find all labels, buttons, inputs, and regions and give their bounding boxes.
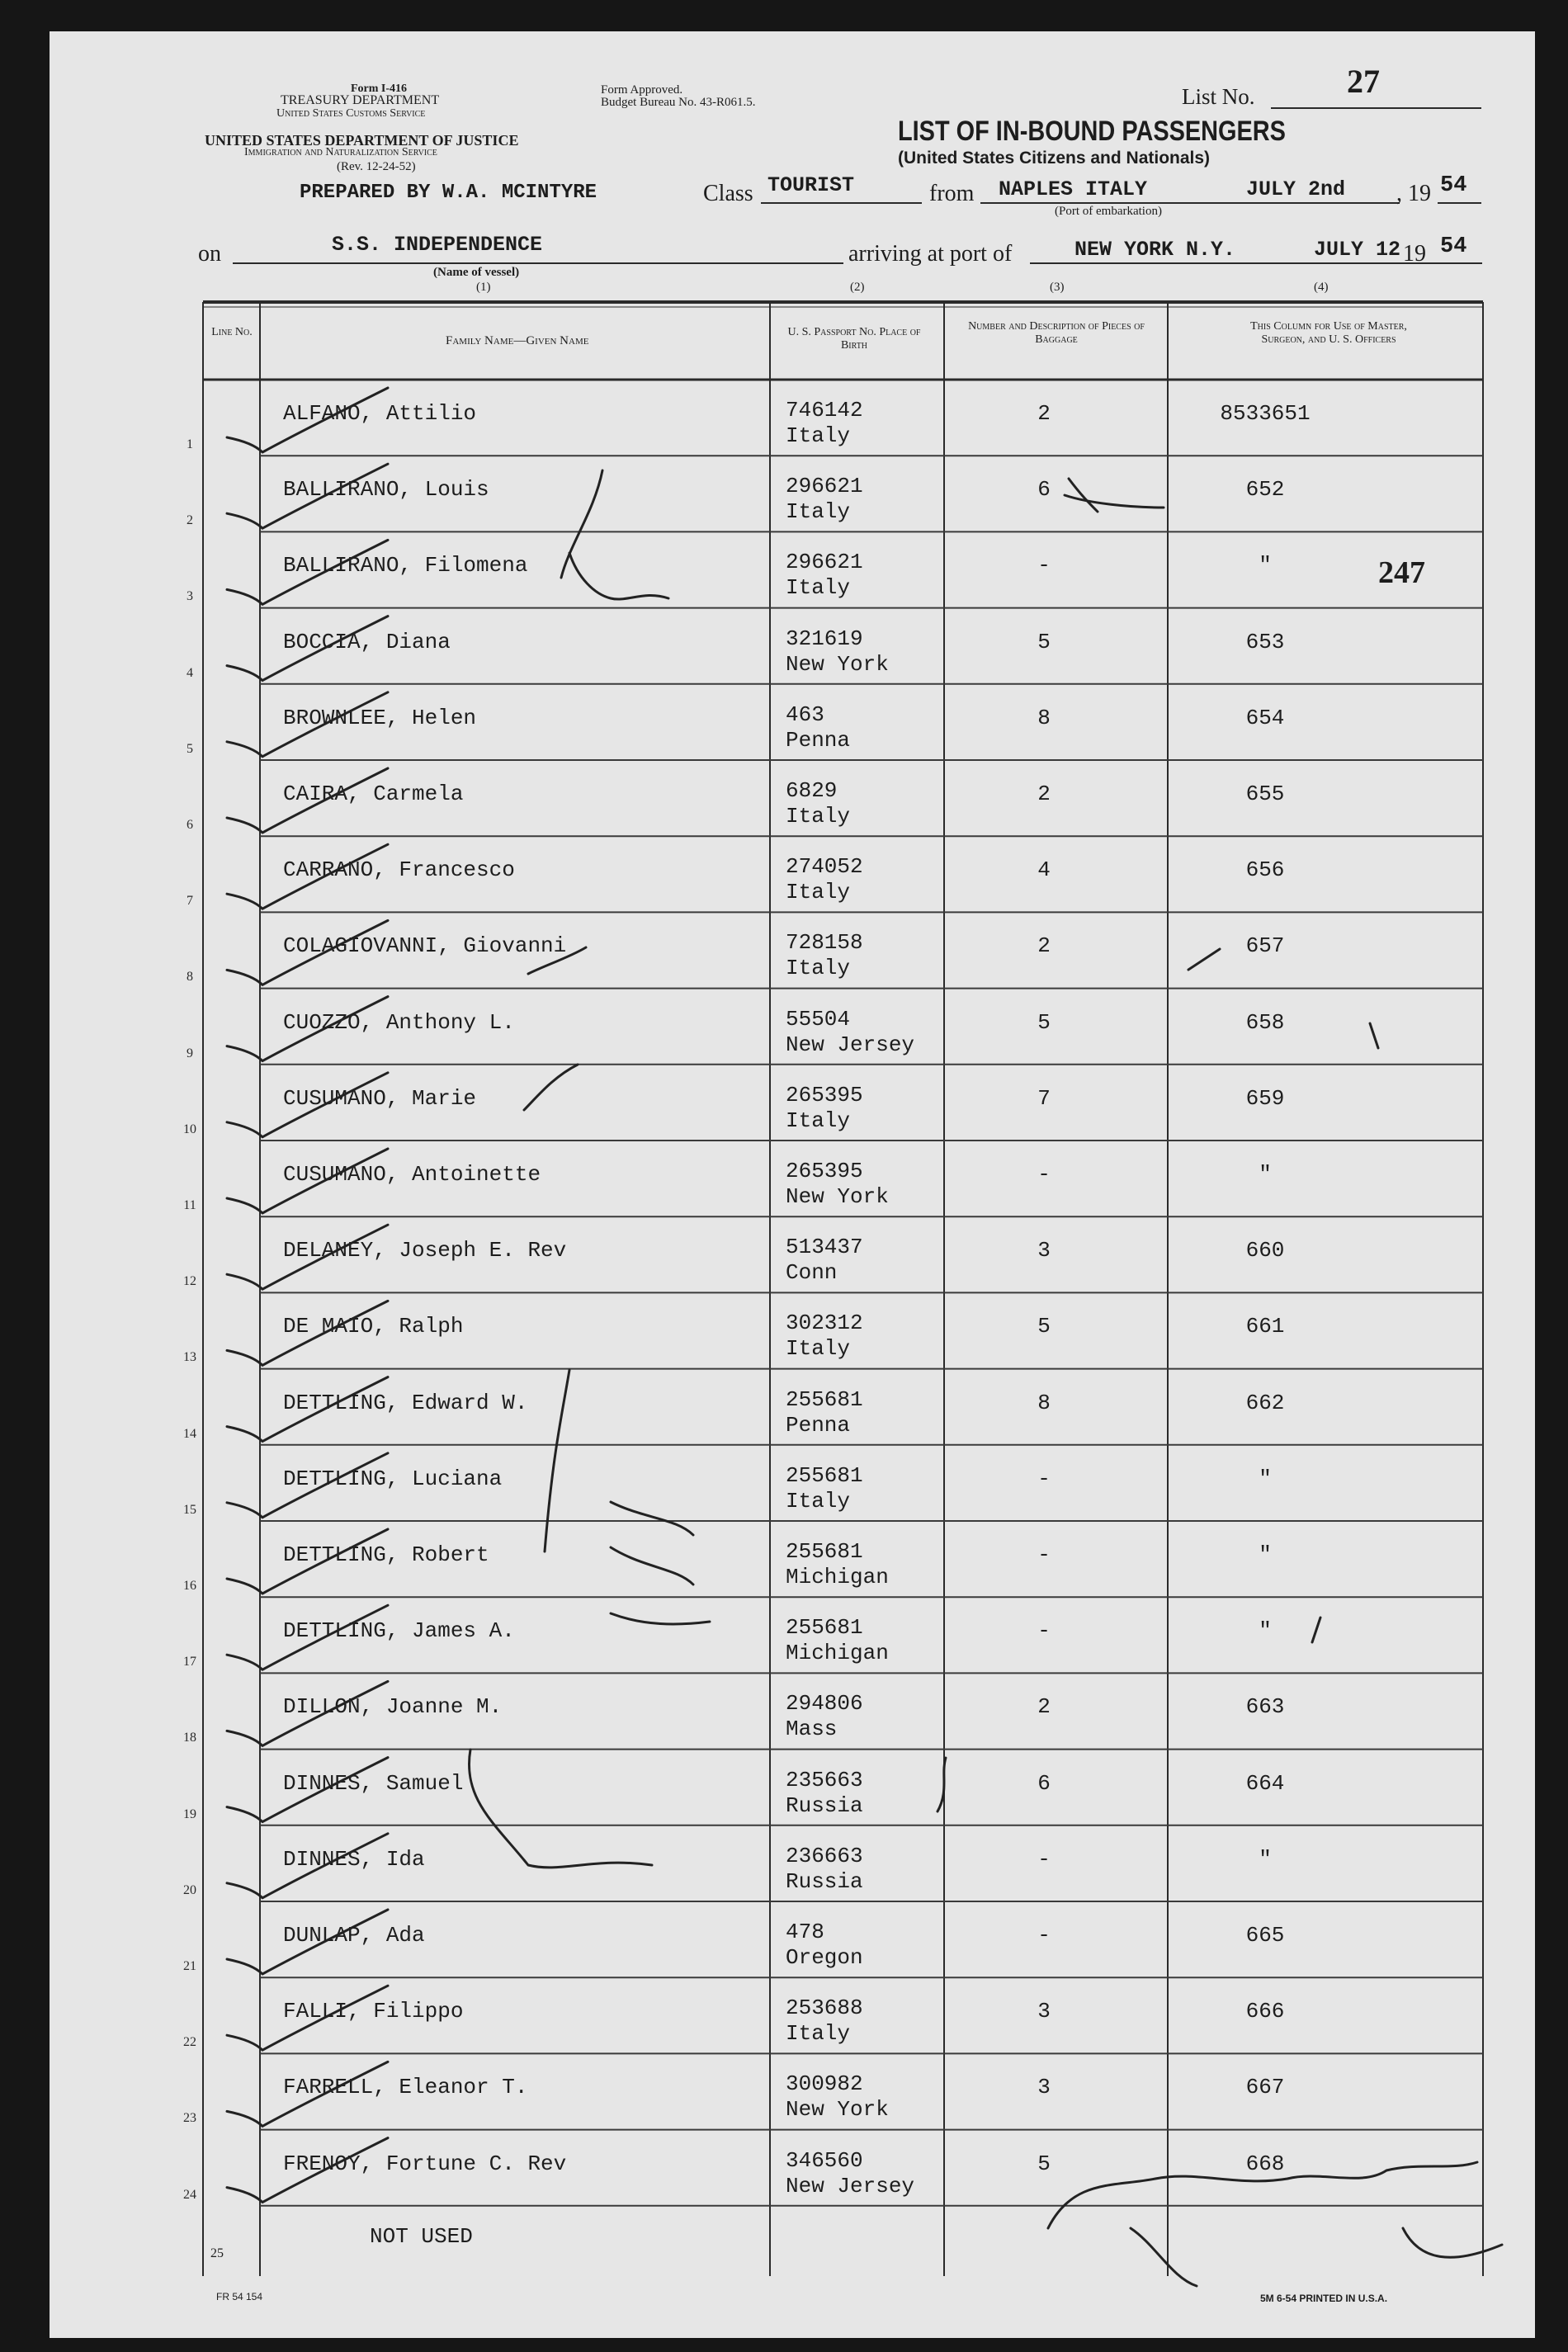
line-number: 7 (187, 894, 193, 909)
check-mark (227, 2062, 388, 2126)
official-use: 667 (1245, 2075, 1285, 2100)
baggage-count: - (1037, 1846, 1051, 1872)
check-mark (227, 2138, 388, 2203)
line-number: 8 (187, 970, 193, 985)
check-mark (227, 616, 388, 681)
passport-no: 296621 (786, 550, 863, 575)
line-number: 19 (183, 1807, 196, 1821)
form-number: Form I-416 (351, 83, 408, 95)
place-of-birth: Conn (786, 1260, 838, 1286)
footer-print-info: 5M 6-54 PRINTED IN U.S.A. (1260, 2293, 1388, 2304)
official-use: 8533651 (1220, 401, 1311, 426)
header-passport: U. S. Passport No. Place of Birth (787, 326, 921, 352)
passenger-name: FRENOY, Fortune C. Rev (283, 2151, 567, 2176)
prepared-by: PREPARED BY W.A. MCINTYRE (300, 182, 597, 204)
passenger-name: FARRELL, Eleanor T. (283, 2075, 528, 2100)
line-number: 25 (210, 2246, 224, 2260)
vessel-name: S.S. INDEPENDENCE (332, 233, 543, 257)
header-name: Family Name—Given Name (446, 334, 589, 347)
passenger-name: BROWNLEE, Helen (283, 705, 477, 730)
baggage-count: 2 (1037, 401, 1051, 426)
check-mark (227, 1073, 388, 1137)
port-caption: (Port of embarkation) (1055, 205, 1162, 218)
place-of-birth: Oregon (786, 1945, 863, 1970)
passport-no: 478 (786, 1920, 824, 1944)
passport-no: 236663 (786, 1843, 863, 1868)
passenger-name: DINNES, Ida (283, 1846, 425, 1872)
passenger-name: BOCCIA, Diana (283, 629, 451, 654)
arriving-label: arriving at port of (848, 241, 1013, 267)
line-number: 23 (183, 2111, 196, 2126)
line-number: 20 (183, 1882, 196, 1897)
official-use: 661 (1245, 1314, 1285, 1339)
line-number: 22 (183, 2035, 196, 2050)
baggage-count: 4 (1037, 857, 1051, 883)
place-of-birth: Mass (786, 1717, 838, 1742)
baggage-count: - (1037, 1542, 1051, 1567)
official-use: 663 (1245, 1694, 1285, 1720)
place-of-birth: Italy (786, 2021, 851, 2047)
passport-no: 746142 (786, 398, 863, 423)
check-mark (227, 1377, 388, 1442)
col-num-3: (3) (1050, 281, 1065, 294)
not-used-text: NOT USED (370, 2224, 473, 2249)
official-use: " (1259, 553, 1272, 579)
check-mark (227, 1834, 388, 1898)
check-mark (227, 920, 388, 985)
passport-no: 274052 (786, 854, 863, 880)
check-mark (227, 1910, 388, 1974)
official-use: " (1259, 1618, 1272, 1644)
passenger-name: CUOZZO, Anthony L. (283, 1009, 515, 1035)
place-of-birth: Italy (786, 1488, 851, 1514)
header-line-no: Line No. (211, 326, 253, 338)
check-mark (227, 997, 388, 1061)
baggage-count: 5 (1037, 1314, 1051, 1339)
passport-no: 255681 (786, 1615, 863, 1641)
footer-form-code: FR 54 154 (216, 2291, 263, 2302)
line-number: 18 (183, 1731, 196, 1745)
passenger-name: FALLI, Filippo (283, 1999, 464, 2024)
line-number: 16 (183, 1579, 196, 1593)
form-approved: Form Approved. (601, 83, 683, 97)
baggage-count: 8 (1037, 705, 1051, 730)
passport-no: 55504 (786, 1006, 851, 1032)
line-number: 13 (183, 1350, 196, 1365)
place-of-birth: Italy (786, 956, 851, 981)
line-number: 24 (183, 2187, 196, 2202)
official-use: 664 (1245, 1770, 1285, 1796)
header-baggage: Number and Description of Pieces of Baggage (968, 320, 1145, 346)
check-mark (227, 692, 388, 757)
arrival-year: 54 (1440, 234, 1467, 259)
place-of-birth: Italy (786, 1336, 851, 1362)
baggage-count: 3 (1037, 1238, 1051, 1263)
col-num-4: (4) (1314, 281, 1329, 294)
check-mark (227, 1225, 388, 1289)
departure-year-prefix: , 19 (1396, 181, 1431, 206)
official-use: 659 (1245, 1085, 1285, 1111)
baggage-count: 8 (1037, 1390, 1051, 1415)
check-mark (227, 388, 388, 452)
line-number: 2 (187, 513, 193, 528)
check-mark (227, 464, 388, 528)
ins-service: Immigration and Naturalization Service (244, 146, 437, 158)
passport-no: 255681 (786, 1539, 863, 1564)
baggage-count: - (1037, 1618, 1051, 1644)
line-number: 11 (183, 1198, 196, 1212)
place-of-birth: Penna (786, 1412, 851, 1438)
col-num-1: (1) (476, 281, 491, 294)
place-of-birth: Italy (786, 499, 851, 525)
official-use: " (1259, 1466, 1272, 1491)
baggage-count: 3 (1037, 1999, 1051, 2024)
list-no-label: List No. (1182, 84, 1255, 109)
check-mark (227, 844, 388, 909)
official-use: 656 (1245, 857, 1285, 883)
official-use: 660 (1245, 1238, 1285, 1263)
line-number: 6 (187, 818, 193, 832)
official-use: 668 (1245, 2151, 1285, 2176)
line-number: 21 (183, 1959, 196, 1973)
passport-no: 6829 (786, 778, 838, 803)
passport-no: 463 (786, 701, 824, 727)
passport-no: 265395 (786, 1082, 863, 1108)
passport-no: 346560 (786, 2147, 863, 2173)
check-mark (227, 1301, 388, 1365)
page-title: LIST OF IN-BOUND PASSENGERS (898, 116, 1286, 147)
passenger-name: DETTLING, Luciana (283, 1466, 503, 1491)
line-number: 10 (183, 1122, 196, 1136)
official-use: 657 (1245, 933, 1285, 959)
line-number: 4 (187, 665, 193, 680)
baggage-count: 2 (1037, 1694, 1051, 1720)
place-of-birth: Italy (786, 804, 851, 829)
treasury-dept: TREASURY DEPARTMENT (281, 93, 440, 107)
place-of-birth: Italy (786, 575, 851, 601)
line-number: 5 (187, 741, 193, 756)
passenger-name: DINNES, Samuel (283, 1770, 464, 1796)
passenger-name: BALLIRANO, Filomena (283, 553, 528, 579)
check-mark (227, 540, 388, 604)
vessel-caption: (Name of vessel) (433, 266, 520, 279)
header-official-use: This Column for Use of Master, Surgeon, and U. S. Officers (1250, 320, 1407, 346)
passport-no: 235663 (786, 1767, 863, 1792)
passenger-name: DUNLAP, Ada (283, 1923, 425, 1948)
passport-no: 265395 (786, 1159, 863, 1183)
embark-port: NAPLES ITALY (999, 177, 1148, 201)
place-of-birth: New York (786, 1184, 889, 1209)
page-subtitle: (United States Citizens and Nationals) (898, 149, 1211, 168)
baggage-count: 6 (1037, 477, 1051, 503)
line-number: 9 (187, 1046, 193, 1060)
baggage-count: - (1037, 1923, 1051, 1948)
official-use: 658 (1245, 1009, 1285, 1035)
line-number: 1 (187, 437, 193, 451)
passport-no: 513437 (786, 1235, 863, 1260)
official-use: " (1259, 1542, 1272, 1567)
baggage-count: - (1037, 1162, 1051, 1187)
passport-no: 302312 (786, 1311, 863, 1336)
passenger-name: CARRANO, Francesco (283, 857, 515, 883)
check-mark (227, 1758, 388, 1822)
baggage-count: 2 (1037, 933, 1051, 959)
official-use: 654 (1245, 705, 1285, 730)
baggage-count: 2 (1037, 782, 1051, 806)
place-of-birth: Italy (786, 880, 851, 905)
passenger-name: DELANEY, Joseph E. Rev (283, 1238, 567, 1263)
arrival-port: NEW YORK N.Y. (1074, 238, 1236, 262)
place-of-birth: Italy (786, 423, 851, 448)
official-use: 653 (1245, 629, 1285, 654)
passport-no: 728158 (786, 930, 863, 956)
official-use: " (1259, 1846, 1272, 1872)
list-number: 27 (1347, 63, 1380, 100)
line-number: 17 (183, 1655, 196, 1670)
passenger-name: CUSUMANO, Marie (283, 1085, 477, 1111)
passport-no: 253688 (786, 1995, 863, 2021)
arrival-date: JULY 12 (1314, 238, 1401, 262)
on-label: on (198, 241, 221, 267)
passenger-name: BALLIRANO, Louis (283, 477, 489, 503)
passenger-name: COLAGIOVANNI, Giovanni (283, 933, 567, 959)
place-of-birth: Russia (786, 1792, 863, 1818)
passenger-name: DETTLING, James A. (283, 1618, 515, 1644)
passport-no: 300982 (786, 2071, 863, 2097)
baggage-count: - (1037, 553, 1051, 579)
passenger-name: DETTLING, Robert (283, 1542, 489, 1567)
place-of-birth: Russia (786, 1868, 863, 1894)
place-of-birth: New Jersey (786, 1032, 915, 1057)
check-mark (227, 1149, 388, 1213)
baggage-count: - (1037, 1466, 1051, 1491)
passport-no: 294806 (786, 1691, 863, 1717)
budget-bureau: Budget Bureau No. 43-R061.5. (601, 96, 756, 109)
customs-service: United States Customs Service (276, 107, 426, 120)
passport-no: 255681 (786, 1386, 863, 1412)
place-of-birth: New York (786, 2097, 889, 2123)
place-of-birth: New York (786, 651, 889, 677)
justice-dept: UNITED STATES DEPARTMENT OF JUSTICE (205, 132, 519, 149)
passenger-name: DILLON, Joanne M. (283, 1694, 503, 1720)
official-use: " (1259, 1162, 1272, 1187)
from-label: from (929, 181, 975, 206)
place-of-birth: Italy (786, 1108, 851, 1133)
baggage-count: 5 (1037, 2151, 1051, 2176)
departure-year: 54 (1440, 173, 1467, 198)
baggage-count: 7 (1037, 1085, 1051, 1111)
col-num-2: (2) (850, 281, 865, 294)
official-use: 665 (1245, 1923, 1285, 1948)
line-number: 12 (183, 1274, 196, 1289)
line-number: 3 (187, 589, 193, 604)
passport-no: 296621 (786, 474, 863, 499)
official-use: 662 (1245, 1390, 1285, 1415)
form-revision: (Rev. 12-24-52) (337, 160, 416, 173)
check-mark (227, 768, 388, 833)
check-mark (227, 1986, 388, 2050)
margin-note: 247 (1378, 555, 1425, 590)
baggage-count: 3 (1037, 2075, 1051, 2100)
passenger-name: DETTLING, Edward W. (283, 1390, 528, 1415)
place-of-birth: Michigan (786, 1641, 889, 1666)
baggage-count: 5 (1037, 1009, 1051, 1035)
class-value: TOURIST (767, 173, 855, 197)
passenger-name: ALFANO, Attilio (283, 401, 477, 426)
official-use: 666 (1245, 1999, 1285, 2024)
passenger-name: CUSUMANO, Antoinette (283, 1162, 541, 1187)
departure-date: JULY 2nd (1246, 177, 1346, 201)
check-mark (227, 1529, 388, 1594)
line-number: 14 (183, 1426, 196, 1441)
place-of-birth: Michigan (786, 1565, 889, 1589)
class-label: Class (703, 181, 753, 206)
passenger-name: CAIRA, Carmela (283, 782, 464, 806)
passport-no: 255681 (786, 1462, 863, 1488)
place-of-birth: Penna (786, 727, 851, 753)
check-mark (227, 1681, 388, 1745)
line-number: 15 (183, 1502, 196, 1517)
check-mark (227, 1605, 388, 1670)
baggage-count: 5 (1037, 629, 1051, 654)
place-of-birth: New Jersey (786, 2173, 915, 2199)
baggage-count: 6 (1037, 1770, 1051, 1796)
official-use: 652 (1245, 477, 1285, 503)
arrival-year-prefix: 19 (1403, 241, 1426, 267)
official-use: 655 (1245, 782, 1285, 806)
check-mark (227, 1453, 388, 1518)
passenger-name: DE MAIO, Ralph (283, 1314, 464, 1339)
passport-no: 321619 (786, 626, 863, 651)
